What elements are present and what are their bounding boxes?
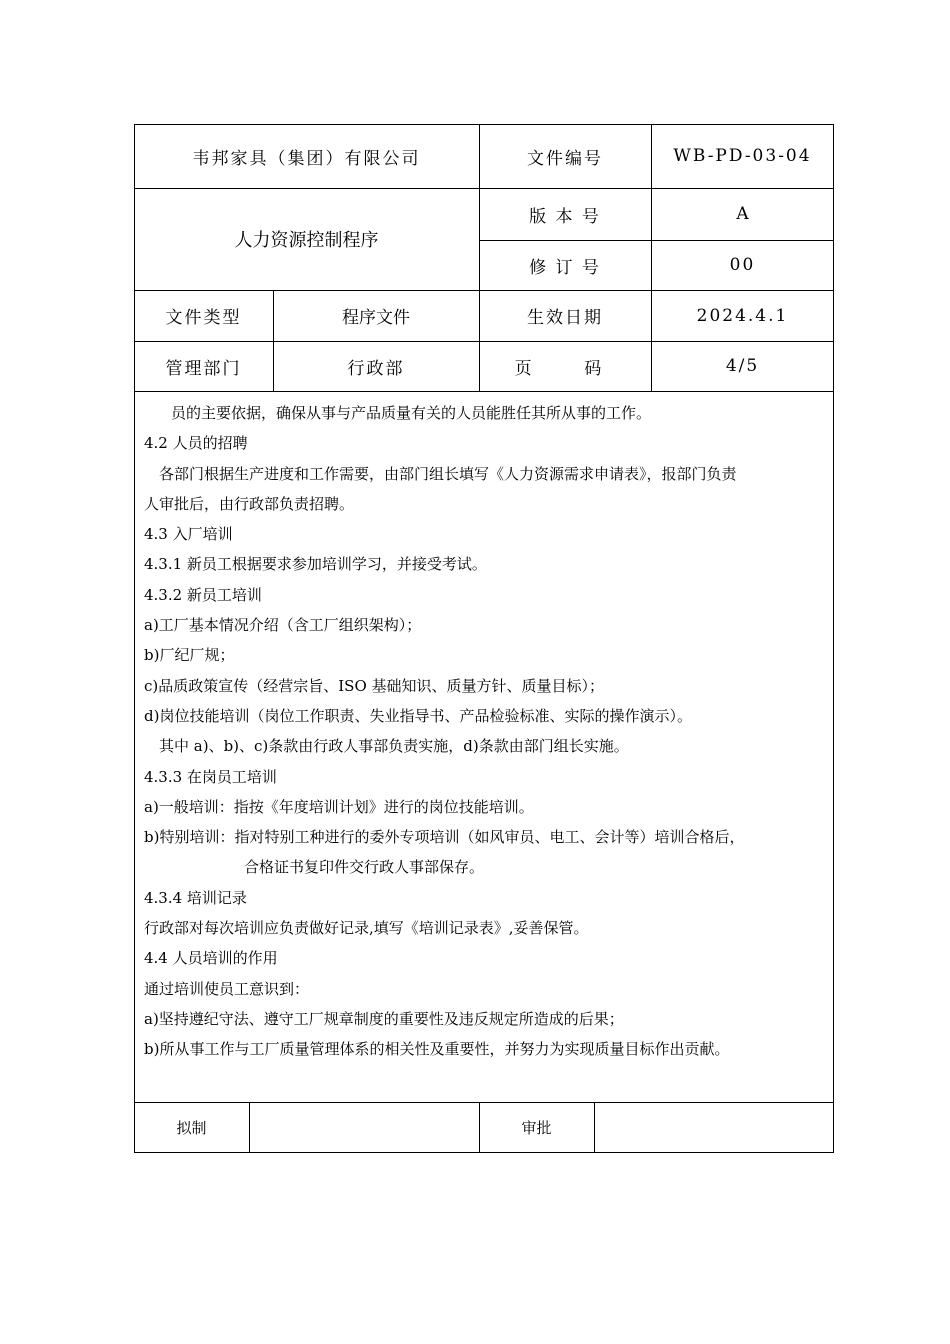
page-number: 4/5 <box>725 356 760 376</box>
paragraph-line: 4.3.1 新员工根据要求参加培训学习，并接受考试。 <box>144 555 487 574</box>
list-item: a)工厂基本情况介绍（含工厂组织架构）； <box>144 616 422 635</box>
section-heading: 4.3.4 培训记录 <box>144 888 247 907</box>
list-item: b)所从事工作与工厂质量管理体系的相关性及重要性，并努力为实现质量目标作出贡献。 <box>144 1040 730 1059</box>
approver-field[interactable] <box>594 1102 834 1153</box>
doc-number-label: 文件编号 <box>527 148 603 169</box>
company-name: 韦邦家具（集团）有限公司 <box>192 148 421 169</box>
effective-date-label: 生效日期 <box>527 308 603 328</box>
revision-value: 00 <box>729 255 756 275</box>
dept-value: 行政部 <box>347 358 405 379</box>
paragraph-line: 人审批后，由行政部负责招聘。 <box>144 494 355 513</box>
section-heading: 4.3 入厂培训 <box>144 525 233 544</box>
drafter-label: 拟制 <box>176 1119 207 1137</box>
row-divider <box>134 391 834 392</box>
list-item: a)坚持遵纪守法、遵守工厂规章制度的重要性及违反规定所造成的后果； <box>144 1009 624 1028</box>
document-title: 人力资源控制程序 <box>234 230 379 251</box>
paragraph-line: 行政部对每次培训应负责做好记录,填写《培训记录表》,妥善保管。 <box>144 919 589 938</box>
paragraph-line: 其中 a)、b)、c)条款由行政人事部负责实施，d)条款由部门组长实施。 <box>159 737 629 756</box>
paragraph-line: 员的主要依据，确保从事与产品质量有关的人员能胜任其所从事的工作。 <box>171 404 652 422</box>
drafter-field[interactable] <box>249 1102 479 1153</box>
list-item: a)一般培训：指按《年度培训计划》进行的岗位技能培训。 <box>144 797 534 816</box>
doc-type-label: 文件类型 <box>165 308 242 328</box>
doc-type-value: 程序文件 <box>342 308 410 328</box>
page-label: 页 码 <box>514 358 616 379</box>
document-body <box>144 398 834 1065</box>
list-item: b)特别培训：指对特别工种进行的委外专项培训（如风审员、电工、会计等）培训合格后， <box>144 828 745 847</box>
section-heading: 4.4 人员培训的作用 <box>144 949 278 968</box>
section-heading: 4.3.2 新员工培训 <box>144 585 262 604</box>
section-heading: 4.3.3 在岗员工培训 <box>144 767 277 786</box>
effective-date: 2024.4.1 <box>696 305 789 326</box>
section-heading: 4.2 人员的招聘 <box>144 434 248 453</box>
paragraph-line: 各部门根据生产进度和工作需要，由部门组长填写《人力资源需求申请表》，报部门负责 <box>159 464 737 483</box>
dept-label: 管理部门 <box>165 358 242 379</box>
list-item-continuation: 合格证书复印件交行政人事部保存。 <box>244 858 485 877</box>
revision-label: 修 订 号 <box>529 257 601 278</box>
version-value: A <box>736 204 749 224</box>
approver-label: 审批 <box>521 1119 552 1137</box>
version-label: 版 本 号 <box>529 206 601 227</box>
doc-number: WB-PD-03-04 <box>673 146 812 166</box>
list-item: d)岗位技能培训（岗位工作职责、失业指导书、产品检验标准、实际的操作演示）。 <box>144 706 692 725</box>
paragraph-line: 通过培训使员工意识到： <box>144 979 310 998</box>
list-item: c)品质政策宣传（经营宗旨、ISO 基础知识、质量方针、质量目标）； <box>144 676 605 695</box>
list-item: b)厂纪厂规； <box>144 646 235 665</box>
